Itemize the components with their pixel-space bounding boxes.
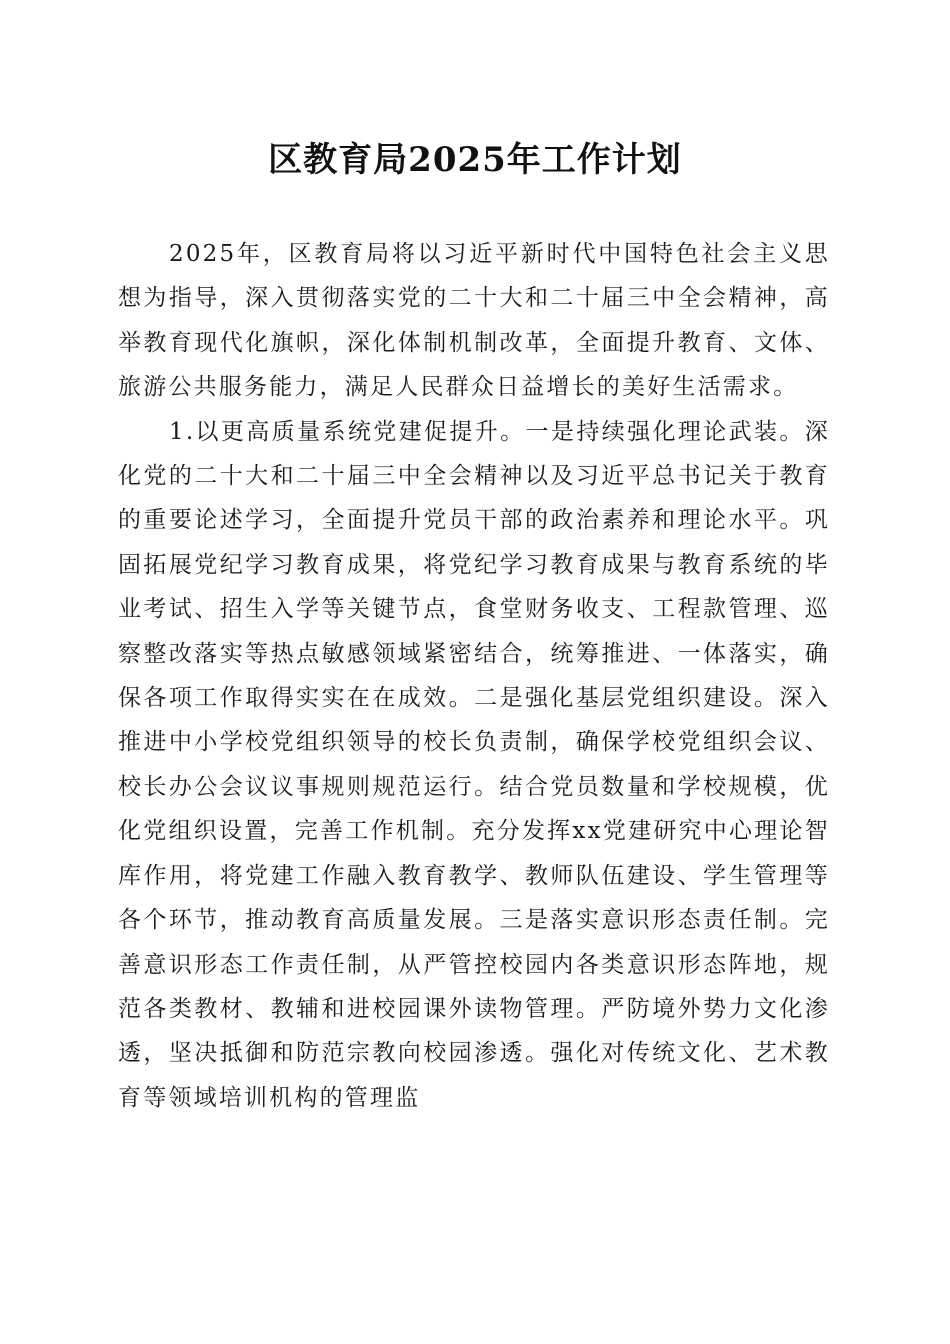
document-body — [118, 232, 830, 1120]
intro-paragraph: 2025年，区教育局将以习近平新时代中国特色社会主义思想为指导，深入贯彻落实党的二十大和二十届三中全会精神，高举教育现代化旗帜，深化体制机制改革，全面提升教育、文体、旅游公共服务能力，满足人民群众日益增长的美好生活需求。 — [118, 241, 830, 401]
section-1-paragraph: 1.以更高质量系统党建促提升。一是持续强化理论武装。深化党的二十大和二十届三中全会精神以及习近平总书记关于教育的重要论述学习，全面提升党员干部的政治素养和理论水平。巩固拓展党纪学习教育成果，将党纪学习教育成果与教育系统的毕业考试、招生入学等关键节点，食堂财务收支、工程款管理、巡察整改落实等热点敏感领域紧密结合，统筹推进、一体落实，确保各项工作取得实实在在成效。二是强化基层党组织建设。深入推进中小学校党组织领导的校长负责制，确保学校党组织会议、校长办公会议议事规则规范运行。结合党员数量和学校规模，优化党组织设置，完善工作机制。充分发挥xx党建研究中心理论智库作用，将党建工作融入教育教学、教师队伍建设、学生管理等各个环节，推动教育高质量发展。三是落实意识形态责任制。完善意识形态工作责任制，从严管控校园内各类意识形态阵地，规范各类教材、教辅和进校园课外读物管理。严防境外势力文化渗透，坚决抵御和防范宗教向校园渗透。强化对传统文化、艺术教育等领域培训机构的管理监 — [118, 418, 830, 1111]
document-title: 区教育局2025年工作计划 — [268, 140, 682, 180]
